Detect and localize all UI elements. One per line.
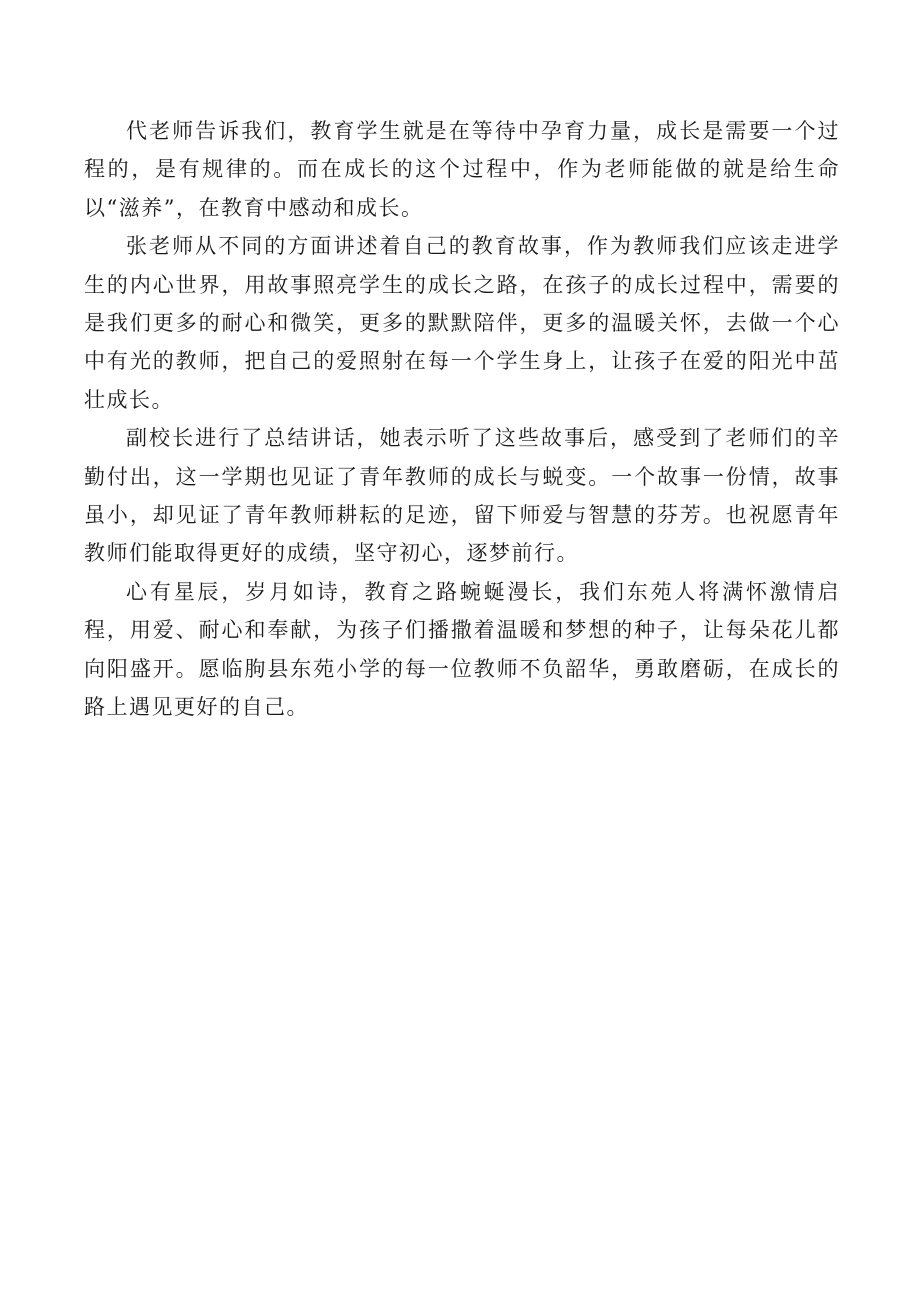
paragraph-teacher-zhang: 张老师从不同的方面讲述着自己的教育故事，作为教师我们应该走进学生的内心世界，用故事照亮学生的成长之路，在孩子的成长过程中，需要的是我们更多的耐心和微笑，更多的默默陪伴，更多的温暖关怀，去做一个心中有光的教师，把自己的爱照射在每一个学生身上，让孩子在爱的阳光中茁壮成长。 [84, 234, 840, 412]
paragraph-vice-principal: 副校长进行了总结讲话，她表示听了这些故事后，感受到了老师们的辛勤付出，这一学期也见证了青年教师的成长与蜕变。一个故事一份情，故事虽小，却见证了青年教师耕耘的足迹，留下师爱与智慧的芬芳。也祝愿青年教师们能取得更好的成绩，坚守初心，逐梦前行。 [84, 426, 840, 566]
paragraph-closing: 心有星辰，岁月如诗，教育之路蜿蜒漫长，我们东苑人将满怀激情启程，用爱、耐心和奉献，为孩子们播撒着温暖和梦想的种子，让每朵花儿都向阳盛开。愿临朐县东苑小学的每一位教师不负韶华，勇敢磨砺，在成长的路上遇见更好的自己。 [84, 579, 840, 720]
document-body [84, 112, 840, 727]
paragraph-teacher-dai: 代老师告诉我们，教育学生就是在等待中孕育力量，成长是需要一个过程的，是有规律的。而在成长的这个过程中，作为老师能做的就是给生命以“滋养”，在教育中感动和成长。 [84, 119, 840, 220]
